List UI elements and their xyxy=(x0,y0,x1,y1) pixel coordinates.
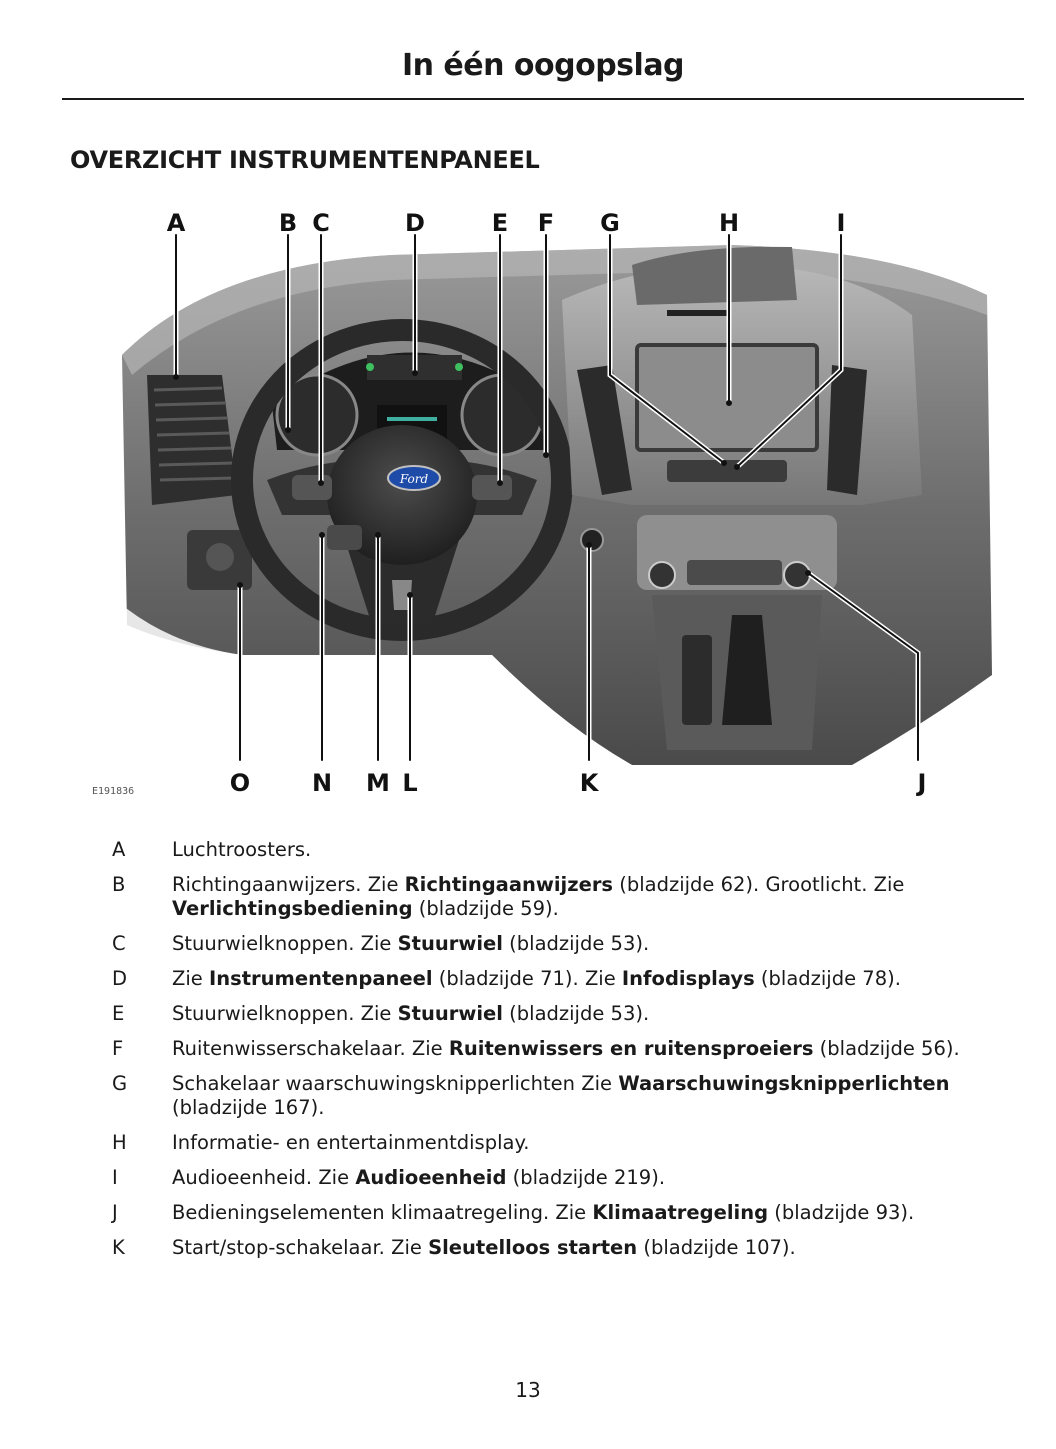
dashboard-illustration xyxy=(92,205,994,805)
callout-letters-top xyxy=(167,209,846,237)
callout-k: K xyxy=(579,769,599,797)
legend-description xyxy=(172,1131,1020,1155)
legend-description xyxy=(172,1072,1020,1120)
cross-reference-title: Stuurwiel xyxy=(397,1002,503,1025)
legend-description xyxy=(172,838,1020,862)
page-number: 13 xyxy=(515,1378,541,1402)
legend-description xyxy=(172,932,1020,956)
legend-description xyxy=(172,1002,1020,1026)
callout-e: E xyxy=(491,209,509,237)
legend-item xyxy=(100,838,1020,862)
legend-key: J xyxy=(112,1201,118,1224)
climate-panel xyxy=(637,515,837,590)
legend-key: E xyxy=(112,1002,125,1025)
legend-description xyxy=(172,1201,1020,1225)
cross-reference-title: Sleutelloos starten xyxy=(428,1236,638,1259)
legend-key: K xyxy=(112,1236,125,1259)
legend-item xyxy=(100,1072,1020,1120)
legend-item xyxy=(100,1201,1020,1225)
left-air-vent xyxy=(147,375,237,505)
legend-item xyxy=(100,932,1020,956)
callout-l: L xyxy=(402,769,418,797)
page-title: In één oogopslag xyxy=(401,48,685,83)
legend-key: D xyxy=(112,967,128,990)
legend-description xyxy=(172,1037,1020,1061)
start-stop-button xyxy=(581,529,603,551)
cross-reference-title: Audioeenheid xyxy=(355,1166,507,1189)
description-text: Richtingaanwijzers. Zie xyxy=(172,873,405,896)
legend-key: C xyxy=(112,932,126,955)
description-text: (bladzijde 53). xyxy=(502,932,650,955)
legend-item xyxy=(100,1166,1020,1190)
cross-reference-title: Klimaatregeling xyxy=(592,1201,769,1224)
legend-key: F xyxy=(112,1037,124,1060)
legend-key: I xyxy=(112,1166,118,1189)
description-text: (bladzijde 71). Zie xyxy=(432,967,622,990)
callout-i: I xyxy=(836,209,846,237)
description-text: Start/stop-schakelaar. Zie xyxy=(172,1236,429,1259)
callout-d: D xyxy=(405,209,425,237)
cross-reference-title: Stuurwiel xyxy=(397,932,503,955)
description-text: Audioeenheid. Zie xyxy=(172,1166,356,1189)
description-text: Bedieningselementen klimaatregeling. Zie xyxy=(172,1201,593,1224)
description-text: Informatie- en entertainmentdisplay. xyxy=(172,1131,530,1154)
legend-key: B xyxy=(112,873,126,896)
description-text: (bladzijde 59). xyxy=(412,897,559,920)
cross-reference-title: Infodisplays xyxy=(621,967,755,990)
cross-reference-title: Verlichtingsbediening xyxy=(172,897,413,920)
callout-c: C xyxy=(312,209,330,237)
description-text: (bladzijde 107). xyxy=(637,1236,796,1259)
callout-a: A xyxy=(166,209,186,237)
callout-g: G xyxy=(600,209,620,237)
legend-item xyxy=(100,1002,1020,1026)
cross-reference-title: Ruitenwissers en ruitensproeiers xyxy=(448,1037,814,1060)
legend-key: A xyxy=(112,838,126,861)
callout-m: M xyxy=(366,769,390,797)
legend-item xyxy=(100,1236,1020,1260)
description-text: Schakelaar waarschuwingsknipperlichten Zie xyxy=(172,1072,619,1095)
figure-reference-code: E191836 xyxy=(92,786,135,797)
page-header xyxy=(62,40,1024,100)
callout-letters-bottom xyxy=(230,769,927,797)
cross-reference-title: Instrumentenpaneel xyxy=(208,967,433,990)
description-text: (bladzijde 78). xyxy=(754,967,901,990)
callout-h: H xyxy=(718,209,740,237)
description-text: (bladzijde 219). xyxy=(506,1166,666,1189)
cross-reference-title: Richtingaanwijzers xyxy=(404,873,614,896)
callout-o: O xyxy=(229,769,251,797)
legend-key: G xyxy=(112,1072,128,1095)
legend-item xyxy=(100,873,1020,921)
ford-badge: Ford xyxy=(399,472,429,486)
description-text: (bladzijde 62). Grootlicht. Zie xyxy=(613,873,905,896)
callout-n: N xyxy=(311,769,333,797)
light-switch-panel xyxy=(187,530,252,590)
gear-lever-area xyxy=(652,595,822,750)
description-text: Stuurwielknoppen. Zie xyxy=(172,1002,398,1025)
description-text: (bladzijde 167). xyxy=(172,1096,325,1119)
legend-description xyxy=(172,873,1020,921)
legend-item xyxy=(100,967,1020,991)
description-text: (bladzijde 56). xyxy=(813,1037,960,1060)
description-text: Zie xyxy=(172,967,209,990)
legend-list xyxy=(100,838,1020,1271)
legend-description xyxy=(172,1166,1020,1190)
callout-b: B xyxy=(278,209,298,237)
legend-description xyxy=(172,1236,1020,1260)
description-text: (bladzijde 93). xyxy=(768,1201,915,1224)
description-text: Ruitenwisserschakelaar. Zie xyxy=(172,1037,449,1060)
callout-f: F xyxy=(537,209,555,237)
cross-reference-title: Waarschuwingsknipperlichten xyxy=(618,1072,950,1095)
legend-item xyxy=(100,1037,1020,1061)
description-text: (bladzijde 53). xyxy=(502,1002,650,1025)
section-title: OVERZICHT INSTRUMENTENPANEEL xyxy=(70,146,540,174)
description-text: Stuurwielknoppen. Zie xyxy=(172,932,398,955)
legend-description xyxy=(172,967,1020,991)
legend-key: H xyxy=(112,1131,127,1154)
description-text: Luchtroosters. xyxy=(172,838,312,861)
legend-item xyxy=(100,1131,1020,1155)
callout-j: J xyxy=(917,769,927,797)
